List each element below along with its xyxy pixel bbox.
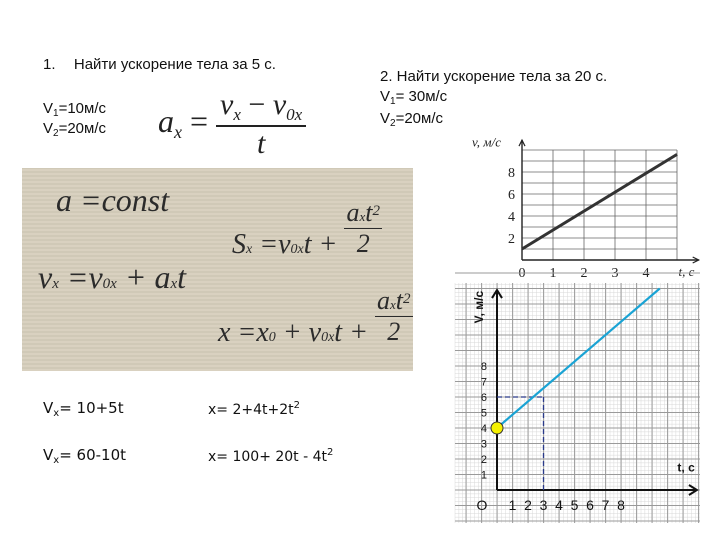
origin-label: O <box>476 497 488 513</box>
x2-text: x= 100+ 20t - 4t <box>208 449 328 465</box>
chart-background <box>455 283 700 523</box>
accel-lhs-sub: x <box>174 121 182 142</box>
y-tick-label: 6 <box>480 392 487 404</box>
x-t: t + <box>334 316 368 348</box>
y-tick-label: 6 <box>508 188 515 203</box>
vx-rhs2-sub: x <box>170 276 178 292</box>
task2-v2-sub: 2 <box>390 118 396 129</box>
sx-t: t + <box>303 228 338 260</box>
task2-v1 <box>380 87 447 111</box>
series-line <box>522 154 677 249</box>
formula-box <box>22 168 413 371</box>
vx-rhs1: =v <box>58 259 103 295</box>
y-tick-label: 7 <box>480 376 487 389</box>
accel-num-v0-sub: 0x <box>286 105 303 124</box>
x-mid: + v <box>275 316 322 348</box>
task1-v1-label: V <box>43 100 54 117</box>
vx1-sub: x <box>53 408 60 419</box>
y-axis-label: V, м/с <box>472 290 486 324</box>
task1-v2-label: V <box>43 120 54 137</box>
task2-v1-label: V <box>380 88 391 105</box>
sx-frac-a: a <box>346 198 360 227</box>
displacement-formula <box>232 198 382 259</box>
accel-num-v-sub: x <box>233 105 241 124</box>
vx-equation-1 <box>43 399 124 419</box>
acceleration-formula <box>158 88 306 161</box>
vx2-label: V <box>43 446 54 464</box>
x-frac-t: t <box>395 286 403 315</box>
task2-v2-value: =20м/с <box>395 110 444 127</box>
y-axis-label: v, м/с <box>472 134 501 150</box>
x-lhs-sub: 0 <box>268 329 276 345</box>
x-tick-label: 8 <box>617 497 625 513</box>
accel-eq: = <box>190 102 209 139</box>
x-tick-label: 3 <box>539 497 548 513</box>
sx-lhs: S <box>232 228 246 260</box>
task1-v1-value: =10м/с <box>58 100 107 117</box>
x-axis-label: t, с <box>677 460 695 475</box>
sx-frac-a-sub: x <box>359 209 366 224</box>
vx-rhs3: t <box>177 259 186 295</box>
sx-mid-sub: 0x <box>290 241 304 257</box>
vx-lhs-sub: x <box>52 276 59 292</box>
x-frac-den: 2 <box>387 317 401 346</box>
accel-minus: − <box>248 88 266 121</box>
x-tick-label: 1 <box>549 266 557 281</box>
x-mid-sub: 0x <box>321 329 335 345</box>
x1-pow: 2 <box>293 400 301 411</box>
velocity-formula <box>38 259 186 296</box>
vx-lhs: v <box>38 259 53 295</box>
y-tick-label: 8 <box>508 166 515 181</box>
task1-title-text: Найти ускорение тела за 5 с. <box>73 56 276 73</box>
task1-v2-value: =20м/с <box>58 120 107 137</box>
x-tick-label: 5 <box>570 497 579 513</box>
x-tick-label: 6 <box>586 497 594 513</box>
task2-title: 2. Найти ускорение тела за 20 с. <box>380 68 608 85</box>
x-lhs: x =x <box>218 316 269 348</box>
task1-number: 1. <box>43 56 56 73</box>
accel-den: t <box>256 127 266 160</box>
coordinate-formula <box>218 286 413 347</box>
x2-pow: 2 <box>327 447 334 458</box>
vx2-sub: x <box>53 455 60 466</box>
task1-v2 <box>43 119 106 143</box>
sx-frac-den: 2 <box>356 229 370 258</box>
sx-mid: =v <box>252 228 291 260</box>
accel-num-v: v <box>220 88 234 121</box>
x-axis-label: t, с <box>678 264 695 279</box>
vx2-rhs: = 60-10t <box>59 446 126 464</box>
task1-v2-sub: 2 <box>53 128 59 139</box>
y-tick-label: 5 <box>480 407 487 420</box>
sx-frac-pow: 2 <box>372 203 380 219</box>
a-const-text: a =const <box>56 182 170 218</box>
a-const-formula <box>56 182 169 219</box>
y-tick-label: 4 <box>508 210 515 225</box>
task2-v1-sub: 1 <box>390 96 396 107</box>
task1-v1-sub: 1 <box>53 108 59 119</box>
x-frac-pow: 2 <box>403 291 411 307</box>
x-frac-a: a <box>376 286 390 315</box>
x-tick-label: 4 <box>642 266 650 281</box>
x-tick-label: 2 <box>524 497 532 513</box>
vx1-rhs: = 10+5t <box>59 399 124 417</box>
x-tick-label: 7 <box>601 497 610 513</box>
y-tick-label: 3 <box>480 438 487 451</box>
x-frac-a-sub: x <box>389 297 396 312</box>
x-tick-label: 1 <box>508 497 517 513</box>
velocity-chart-2 <box>455 283 700 523</box>
x-equation-1 <box>208 400 300 418</box>
vx1-label: V <box>43 399 54 417</box>
x-tick-label: 2 <box>580 266 588 281</box>
vx-rhs2: + a <box>116 259 171 295</box>
sx-lhs-sub: x <box>246 241 253 257</box>
y-tick-label: 8 <box>480 361 487 373</box>
task2-v1-value: = 30м/с <box>395 88 448 105</box>
x1-text: x= 2+4t+2t <box>208 402 294 418</box>
x-tick-label: 0 <box>518 266 526 281</box>
y-tick-label: 1 <box>480 469 487 482</box>
x-tick-label: 4 <box>555 497 563 513</box>
x-equation-2 <box>208 447 333 465</box>
vx-equation-2 <box>43 446 126 466</box>
highlight-point <box>491 422 503 434</box>
task2-v2 <box>380 109 443 133</box>
y-tick-label: 4 <box>480 423 487 435</box>
vx-rhs1-sub: 0x <box>102 276 117 292</box>
accel-lhs: a <box>158 102 174 139</box>
y-tick-label: 2 <box>508 232 515 247</box>
task2-v2-label: V <box>380 110 391 127</box>
task1-title <box>43 55 276 74</box>
y-tick-label: 2 <box>480 454 487 466</box>
x-tick-label: 3 <box>611 266 619 281</box>
sx-frac-t: t <box>365 198 373 227</box>
velocity-chart-1 <box>462 120 695 285</box>
accel-num-v0: v <box>272 88 287 121</box>
